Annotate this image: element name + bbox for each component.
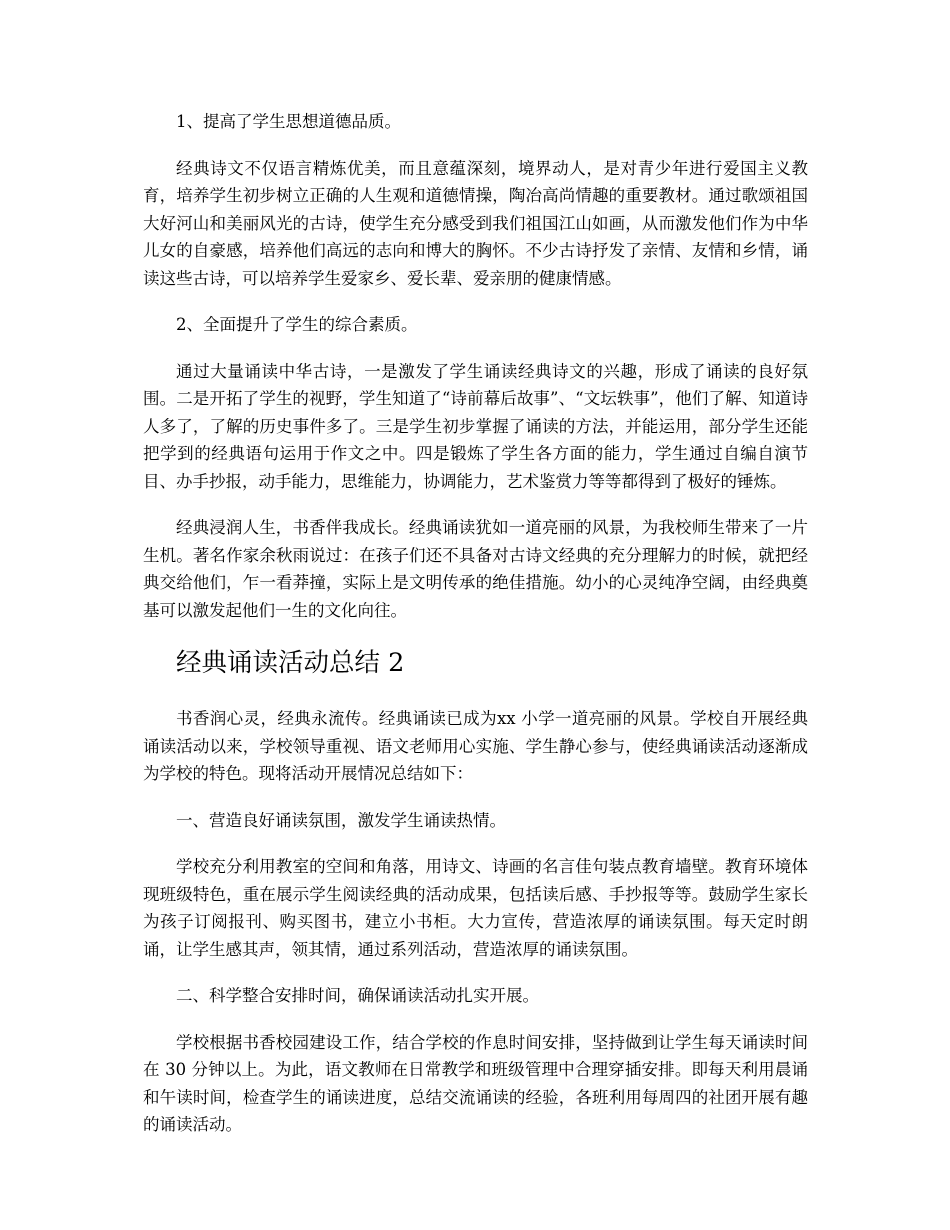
subheading-moral-quality: 1、提高了学生思想道德品质。 <box>176 112 401 131</box>
subheading-atmosphere: 一、营造良好诵读氛围，激发学生诵读热情。 <box>176 810 506 830</box>
paragraph-daily-schedule: 学校根据书香校园建设工作，结合学校的作息时间安排，坚持做到让学生每天诵读时间在 30 分钟以上。为此，语文教师在日常教学和班级管理中合理穿插安排。即每天利用晨诵和午读时间，检查学生的诵读进度，总结交流诵读的经验，各班利用每周四的社团开展有趣的诵读活动。 <box>143 1032 808 1134</box>
section-heading-summary-2: 经典诵读活动总结 2 <box>176 648 405 678</box>
paragraph-classroom-environment: 学校充分利用教室的空间和角落，用诗文、诗画的名言佳句装点教育墙壁。教育环境体现班级特色，重在展示学生阅读经典的活动成果，包括读后感、手抄报等等。鼓励学生家长为孩子订阅报刊、购买图书，建立小书柜。大力宣传，营造浓厚的诵读氛围。每天定时朗诵，让学生感其声，领其情，通过系列活动，营造浓厚的诵读氛围。 <box>143 857 808 959</box>
subheading-overall-quality: 2、全面提升了学生的综合素质。 <box>176 315 418 334</box>
document-page <box>143 108 808 1139</box>
paragraph-classics-nourish-life: 经典浸润人生，书香伴我成长。经典诵读犹如一道亮丽的风景，为我校师生带来了一片生机。著名作家余秋雨说过：在孩子们还不具备对古诗文经典的充分理解力的时候，就把经典交给他们，乍一看莽撞，实际上是文明传承的绝佳措施。幼小的心灵纯净空阔，由经典奠基可以激发起他们一生的文化向往。 <box>143 518 808 620</box>
paragraph-summary-intro: 书香润心灵，经典永流传。经典诵读已成为xx 小学一道亮丽的风景。学校自开展经典诵读活动以来，学校领导重视、语文老师用心实施、学生静心参与，使经典诵读活动逐渐成为学校的特色。现将活动开展情况总结如下： <box>143 709 808 783</box>
paragraph-classic-poetry-education: 经典诗文不仅语言精炼优美，而且意蕴深刻，境界动人，是对青少年进行爱国主义教育，培养学生初步树立正确的人生观和道德情操，陶冶高尚情趣的重要教材。通过歌颂祖国大好河山和美丽风光的古诗，使学生充分感受到我们祖国江山如画，从而激发他们作为中华儿女的自豪感，培养他们高远的志向和博大的胸怀。不少古诗抒发了亲情、友情和乡情，诵读这些古诗，可以培养学生爱家乡、爱长辈、爱亲朋的健康情感。 <box>143 158 808 288</box>
paragraph-recitation-benefits: 通过大量诵读中华古诗，一是激发了学生诵读经典诗文的兴趣，形成了诵读的良好氛围。二是开拓了学生的视野，学生知道了“诗前幕后故事”、“文坛轶事”，他们了解、知道诗人多了，了解的历史事件多了。三是学生初步掌握了诵读的方法，并能运用，部分学生还能把学到的经典语句运用于作文之中。四是锻炼了学生各方面的能力，学生通过自编自演节目、办手抄报，动手能力，思维能力，协调能力，艺术鉴赏力等等都得到了极好的锤炼。 <box>143 361 808 491</box>
subheading-time-arrangement: 二、科学整合安排时间，确保诵读活动扎实开展。 <box>176 986 539 1005</box>
